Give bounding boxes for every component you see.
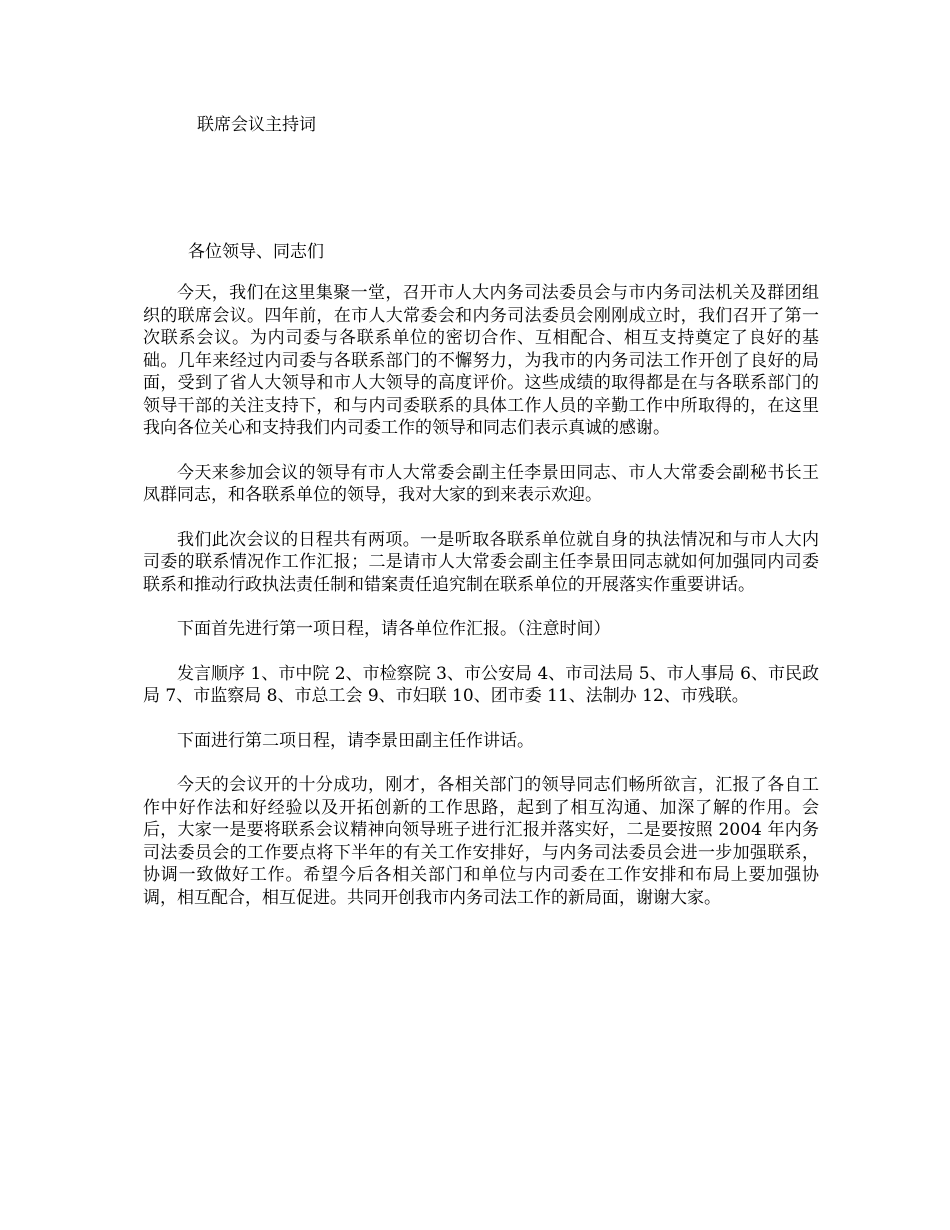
- paragraph-speaking-order: 发言顺序 1、市中院 2、市检察院 3、市公安局 4、市司法局 5、市人事局 6、市民政局 7、市监察局 8、市总工会 9、市妇联 10、团市委 11、法制办 12、市残联。: [143, 663, 819, 706]
- paragraph-second-item: 下面进行第二项日程，请李景田副主任作讲话。: [177, 730, 534, 751]
- paragraph-attending-leaders: 今天来参加会议的领导有市人大常委会副主任李景田同志、市人大常委会副秘书长王凤群同志，和各联系单位的领导，我对大家的到来表示欢迎。: [143, 462, 819, 505]
- document-body: [143, 282, 819, 931]
- paragraph-closing: 今天的会议开的十分成功，刚才，各相关部门的领导同志们畅所欲言，汇报了各自工作中好作法和好经验以及开拓创新的工作思路，起到了相互沟通、加深了解的作用。会后，大家一是要将联系会议精神向领导班子进行汇报并落实好，二是要按照 2004 年内务司法委员会的工作要点将下半年的有关工作安排好，与内务司法委员会进一步加强联系，协调一致做好工作。希望今后各相关部门和单位与内司委在工作安排和布局上要加强协调，相互配合，相互促进。共同开创我市内务司法工作的新局面，谢谢大家。: [143, 775, 819, 908]
- paragraph-opening: 今天，我们在这里集聚一堂，召开市人大内务司法委员会与市内务司法机关及群团组织的联席会议。四年前，在市人大常委会和内务司法委员会刚刚成立时，我们召开了第一次联系会议。为内司委与各联系单位的密切合作、互相配合、相互支持奠定了良好的基础。几年来经过内司委与各联系部门的不懈努力，为我市的内务司法工作开创了良好的局面，受到了省人大领导和市人大领导的高度评价。这些成绩的取得都是在与各联系部门的领导干部的关注支持下，和与内司委联系的具体工作人员的辛勤工作中所取得的，在这里我向各位关心和支持我们内司委工作的领导和同志们表示真诚的感谢。: [143, 283, 819, 438]
- salutation: 各位领导、同志们: [188, 242, 324, 262]
- paragraph-agenda: 我们此次会议的日程共有两项。一是听取各联系单位就自身的执法情况和与市人大内司委的联系情况作工作汇报；二是请市人大常委会副主任李景田同志就如何加强同内司委联系和推动行政执法责任制和错案责任追究制在联系单位的开展落实作重要讲话。: [143, 529, 819, 595]
- paragraph-first-item: 下面首先进行第一项日程，请各单位作汇报。（注意时间）: [177, 619, 611, 639]
- document-title: 联席会议主持词: [197, 115, 316, 135]
